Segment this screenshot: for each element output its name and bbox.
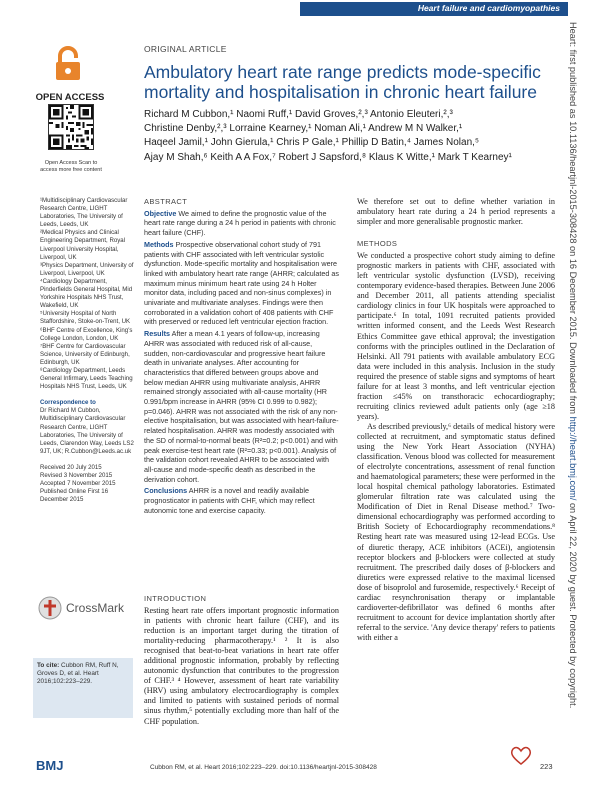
right-column	[357, 197, 555, 643]
introduction-heading: INTRODUCTION	[144, 594, 207, 603]
footer-citation: Cubbon RM, et al. Heart 2016;102:223–229. doi:10.1136/heartjnl-2015-308428	[150, 764, 377, 771]
to-cite-heading: To cite:	[37, 662, 60, 669]
author-line: Richard M Cubbon,¹ Naomi Ruff,¹ David Groves,²,³ Antonio Eleuteri,²,³	[144, 109, 453, 120]
author-line: Haqeel Jamil,¹ John Gierula,¹ Chris P Gale,¹ Phillip D Batin,⁴ James Nolan,⁵	[144, 137, 480, 149]
page-number: 223	[540, 762, 553, 771]
affiliation: ²Medical Physics and Clinical Engineering Department, Royal Liverpool University Hospital, Liverpool, UK	[40, 229, 126, 261]
date-published: Published Online First 16 December 2015	[40, 488, 109, 504]
date-revised: Revised 3 November 2015	[40, 472, 113, 479]
methods-abstract-text: Prospective observational cohort study of 791 patients with CHF associated with left ventricular systolic dysfunction. Mode-specific mortality and hospitalisation were linked with ambulatory heart rate range (AHRR; calculated as maximum minus minimum heart rate using 24 h Holter monitor data, including paced and non-sinus complexes) in univariate and multivariate analyses. Findings were then corroborated in a validation cohort of 408 patients with CHF with preserved or reduced left ventricular ejection fraction.	[144, 239, 339, 327]
results-heading: Results	[144, 329, 170, 339]
section-title: Heart failure and cardiomyopathies	[417, 3, 560, 13]
to-cite-box	[33, 658, 133, 718]
affiliation: ⁶BHF Centre of Excellence, King's College London, London, UK	[40, 326, 133, 342]
download-note	[568, 22, 578, 742]
open-access-lock-icon	[48, 44, 88, 84]
abstract-heading: ABSTRACT	[144, 197, 188, 206]
crossmark-label: CrossMark	[66, 601, 125, 615]
results-text: After a mean 4.1 years of follow-up, increasing AHRR was associated with reduced risk of all-cause, sudden, non-cardiovascular and progressive heart failure death in univariate analyses. After accounting for characteristics that differed between groups above and below median AHRR using multivariate analysis, AHRR remained strongly associated with all-cause mortality (HR 0.991/bpm increase in AHRR (95% CI 0.999 to 0.982); p=0.046). AHRR was not associated with the risk of any non-elective hospitalisation, but was associated with heart-failure-related hospitalisation. AHRR was modestly associated with the SD of normal-to-normal beats (R²=0.2; p<0.001) and with peak exercise-test heart rate (R²=0.33; p<0.001). Analysis of the validation cohort revealed AHRR to be associated with all-cause and mode-specific death as described in the derivation cohort.	[144, 329, 339, 484]
methods-paragraph-1: We conducted a prospective cohort study aiming to define prognostic markers in patients with CHF, associated with left ventricular systolic dysfunction (LVSD), receiving contemporary evidence-based therapies. Between June 2006 and December 2011, all patients attending specialist cardiology clinics in four UK hospitals were approached to participate.⁶ In total, 1091 recruited patients provided written informed consent, and the Leeds West Research Ethics Committee gave ethical approval; the investigation conforms with the principles outlined in the Declaration of Helsinki. All 791 patients with available ambulatory ECG data were included in this analysis. Inclusion in the study required the presence of stable signs and symptoms of heart failure for at least 3 months, and left ventricular ejection fraction ≤45% on transthoracic echocardiography; recruiting clinics reviewed adult patients only (age ≥18 years).	[357, 251, 555, 421]
qr-caption: Open Access Scan to access more free content	[40, 160, 102, 173]
abstract	[144, 197, 339, 516]
conclusions-text: AHRR is a novel and readily available prognosticator in patients with CHF, which may reflect autonomic tone and exercise capacity.	[144, 486, 315, 515]
to-cite-text: Cubbon RM, Ruff N, Groves D, et al. Heart 2016;102:223–229.	[37, 662, 119, 685]
affiliation: ³Physics Department, University of Liverpool, Liverpool, UK	[40, 261, 134, 277]
objective-heading: Objective	[144, 208, 177, 218]
author-line: Christine Denby,²,³ Lorraine Kearney,¹ Noman Ali,¹ Andrew M N Walker,¹	[144, 123, 463, 135]
methods-abstract-heading: Methods	[144, 239, 174, 249]
section-bar	[300, 2, 568, 16]
date-received: Received 20 July 2015	[40, 463, 102, 471]
affiliation: ¹Multidisciplinary Cardiovascular Research Centre, LIGHT Laboratories, The University of Leeds, Leeds, UK	[40, 197, 128, 229]
affiliations	[40, 197, 135, 504]
correspondence-heading: Correspondence to	[40, 399, 96, 407]
journal-link[interactable]: http://heart.bmj.com/	[568, 416, 578, 501]
affiliation: ⁴Cardiology Department, Pinderfields General Hospital, Mid Yorkshire Hospitals NHS Trust, Wakefield, UK	[40, 277, 133, 310]
introduction-text: Resting heart rate offers important prognostic information in patients with chronic heart failure (CHF), and its reduction is an important target during the titration of mortality-reducing pharmacotherapy.¹ ² It is also recognised that beat-to-beat variations in heart rate offer additional prognostic information, probably by reflecting autonomic dysfunction that contributes to the progression of CHF.³ ⁴ However, assessment of heart rate variability (HRV) using ambulatory electrocardiography is complex and limited to patients with sustained periods of normal sinus rhythm,⁵ potentially excluding more than half of the CHF population.	[144, 606, 339, 726]
download-note-suffix: on April 22, 2020 by guest. Protected by copyright.	[568, 500, 578, 709]
qr-code[interactable]	[48, 104, 94, 150]
affiliation: ⁸Cardiology Department, Leeds General Infirmary, Leeds Teaching Hospitals NHS Trust, Leeds, UK	[40, 366, 133, 391]
bmj-logo: BMJ	[36, 758, 64, 773]
intro-continued: We therefore set out to define whether variation in ambulatory heart rate during a 24 h period represents a simpler and more generalisable prognostic marker.	[357, 197, 555, 227]
affiliation: ⁵University Hospital of North Staffordshire, Stoke-on-Trent, UK	[40, 310, 131, 326]
author-line: Ajay M Shah,⁶ Keith A A Fox,⁷ Robert J Sapsford,⁸ Klaus K Witte,¹ Mark T Kearney¹	[144, 151, 512, 163]
author-list	[144, 108, 554, 165]
methods-paragraph-2: As described previously,⁶ details of medical history were collected at recruitment, and symptomatic status defined using the New York Heart Association (NYHA) classification. Venous blood was collected for measurement of electrolyte concentrations, assessment of renal function and haematological parameters; these were performed in the local hospital chemical pathology laboratories. Estimated glomerular filtration rate was calculated using the Modification of Diet in Renal Disease method.⁷ Two-dimensional echocardiography was performed according to British Society of Echocardiography recommendations.⁸ Resting heart rate was measured using 12-lead ECGs. Use of diuretic therapy, ACE inhibitors (ACEi), angiotensin receptor blockers and β-blockers were collected at study recruitment. The prescribed daily doses of β-blockers and diuretics were expressed relative to the maximal licensed dose of bisoprolol and furosemide, respectively.⁶ Receipt of cardiac resynchronisation therapy or implantable cardioverter-defibrillator was defined 6 months after recruitment to account for device implantation shortly after referral to the service. 'Any device therapy' refers to patients with either a	[357, 421, 555, 642]
crossmark-badge[interactable]	[38, 596, 124, 620]
objective-text: We aimed to define the prognostic value of the heart rate range during a 24 h period in patients with chronic heart failure (CHF).	[144, 208, 336, 238]
crossmark-icon	[38, 596, 62, 620]
correspondence-text: Dr Richard M Cubbon, Multidisciplinary Cardiovascular Research Centre, LIGHT Laboratories, The University of Leeds, Clarendon Way, Leeds LS2 9JT, UK; R.Cubbon@Leeds.ac.uk	[40, 407, 134, 455]
affiliation: ⁷BHF Centre for Cardiovascular Science, University of Edinburgh, Edinburgh, UK	[40, 342, 130, 366]
article-title: Ambulatory heart rate range predicts mode-specific mortality and hospitalisation in chronic heart failure	[144, 62, 541, 102]
methods-heading: METHODS	[357, 239, 398, 249]
cardiac-society-logo-icon	[508, 744, 534, 766]
date-accepted: Accepted 7 November 2015	[40, 480, 116, 488]
section-banner	[0, 0, 595, 20]
conclusions-heading: Conclusions	[144, 486, 188, 496]
download-note-prefix: Heart: first published as 10.1136/heartjnl-2015-308428 on 16 December 2015. Downloaded from	[568, 22, 578, 417]
open-access-label: OPEN ACCESS	[35, 92, 105, 103]
article-type-label: ORIGINAL ARTICLE	[144, 44, 227, 54]
introduction-section	[144, 594, 339, 727]
